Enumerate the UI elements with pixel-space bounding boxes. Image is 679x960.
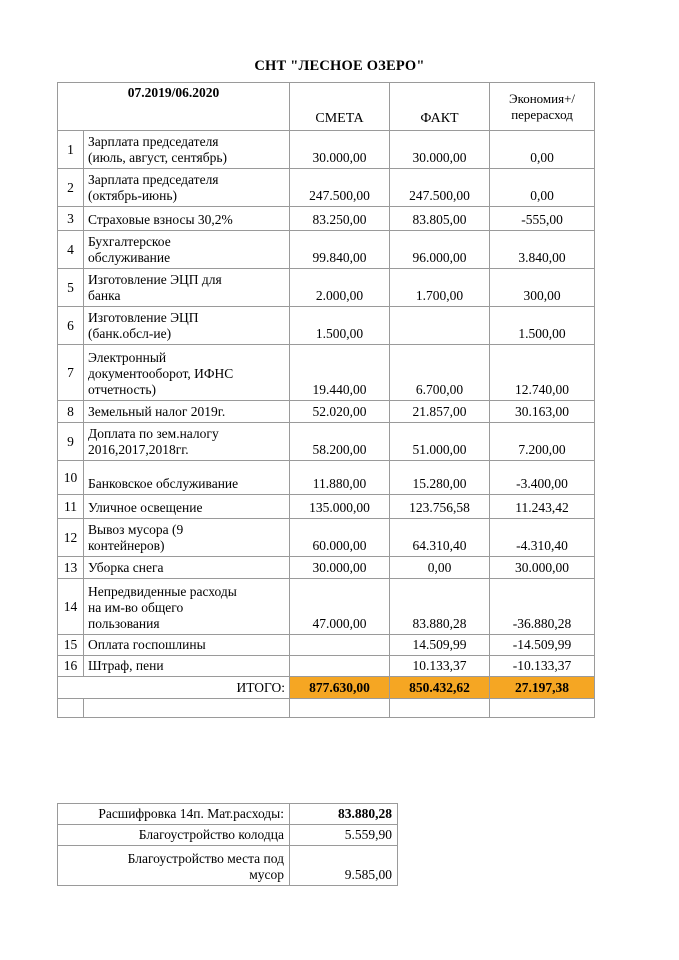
row-name	[84, 207, 290, 231]
row-name-line1: Непредвиденные расходы	[88, 584, 237, 600]
row-estimate	[290, 655, 390, 676]
row-name-line1: Бухгалтерское	[88, 234, 171, 250]
column-header-savings-line1: Экономия+/	[508, 91, 576, 107]
total-label: ИТОГО:	[58, 676, 290, 698]
row-name	[84, 635, 290, 656]
row-name	[84, 345, 290, 401]
row-name-line1: Уличное освещение	[88, 500, 203, 516]
table-row	[58, 307, 595, 345]
total-fact: 850.432,62	[390, 676, 490, 698]
breakdown-title-value: 83.880,28	[290, 804, 398, 825]
row-savings: 7.200,00	[490, 423, 595, 461]
row-estimate: 2.000,00	[290, 269, 390, 307]
row-name	[84, 269, 290, 307]
row-name-line2: документооборот, ИФНС	[88, 366, 234, 382]
row-savings: 0,00	[490, 169, 595, 207]
row-estimate: 47.000,00	[290, 579, 390, 635]
row-estimate: 19.440,00	[290, 345, 390, 401]
row-number: 13	[58, 557, 84, 579]
table-row	[58, 461, 595, 495]
row-savings: 0,00	[490, 131, 595, 169]
row-fact: 14.509,99	[390, 635, 490, 656]
row-fact: 51.000,00	[390, 423, 490, 461]
row-estimate: 60.000,00	[290, 519, 390, 557]
row-name-line2: 2016,2017,2018гг.	[88, 442, 189, 458]
table-total-row	[58, 676, 595, 698]
row-name	[84, 169, 290, 207]
row-savings: -36.880,28	[490, 579, 595, 635]
row-fact: 1.700,00	[390, 269, 490, 307]
breakdown-title: Расшифровка 14п. Мат.расходы:	[58, 804, 290, 825]
row-number: 16	[58, 655, 84, 676]
row-estimate: 58.200,00	[290, 423, 390, 461]
row-name-line2: на им-во общего	[88, 600, 184, 616]
breakdown-item-label	[58, 846, 290, 886]
row-savings: 12.740,00	[490, 345, 595, 401]
row-estimate: 11.880,00	[290, 461, 390, 495]
table-header-row	[58, 83, 595, 131]
row-name-line1: Страховые взносы 30,2%	[88, 212, 233, 228]
blank-cell	[490, 698, 595, 717]
total-savings: 27.197,38	[490, 676, 595, 698]
row-name	[84, 423, 290, 461]
row-name	[84, 579, 290, 635]
column-header-savings	[490, 83, 595, 131]
row-estimate: 30.000,00	[290, 557, 390, 579]
row-number: 6	[58, 307, 84, 345]
row-fact	[390, 307, 490, 345]
breakdown-table	[57, 803, 398, 886]
row-estimate: 83.250,00	[290, 207, 390, 231]
blank-cell	[58, 698, 84, 717]
row-number: 7	[58, 345, 84, 401]
row-estimate: 1.500,00	[290, 307, 390, 345]
row-name-line1: Вывоз мусора (9	[88, 522, 184, 538]
row-name	[84, 557, 290, 579]
budget-table	[57, 82, 595, 718]
row-number: 4	[58, 231, 84, 269]
row-name-line2: (июль, август, сентябрь)	[88, 150, 227, 166]
table-row	[58, 579, 595, 635]
table-row	[58, 231, 595, 269]
breakdown-item-label: Благоустройство колодца	[58, 825, 290, 846]
breakdown-item-value: 5.559,90	[290, 825, 398, 846]
row-name	[84, 461, 290, 495]
row-savings: -555,00	[490, 207, 595, 231]
row-savings: -14.509,99	[490, 635, 595, 656]
table-row	[58, 169, 595, 207]
row-fact: 64.310,40	[390, 519, 490, 557]
row-savings: -4.310,40	[490, 519, 595, 557]
table-row	[58, 557, 595, 579]
row-estimate: 99.840,00	[290, 231, 390, 269]
row-savings: 300,00	[490, 269, 595, 307]
row-estimate: 247.500,00	[290, 169, 390, 207]
row-savings: -10.133,37	[490, 655, 595, 676]
row-fact: 96.000,00	[390, 231, 490, 269]
row-name-line1: Оплата госпошлины	[88, 637, 206, 652]
row-name-line1: Земельный налог 2019г.	[88, 404, 226, 420]
row-savings: 3.840,00	[490, 231, 595, 269]
breakdown-row	[58, 846, 398, 886]
table-row	[58, 401, 595, 423]
row-name-line1: Зарплата председателя	[88, 134, 219, 150]
row-name-line1: Изготовление ЭЦП	[88, 310, 199, 326]
total-estimate: 877.630,00	[290, 676, 390, 698]
table-row	[58, 519, 595, 557]
table-row	[58, 269, 595, 307]
row-savings: -3.400,00	[490, 461, 595, 495]
row-name-line2: банка	[88, 288, 121, 304]
column-header-estimate: СМЕТА	[290, 83, 390, 131]
row-fact: 30.000,00	[390, 131, 490, 169]
row-name	[84, 307, 290, 345]
column-header-savings-line2: перерасход	[511, 106, 573, 122]
row-name-line1: Изготовление ЭЦП для	[88, 272, 222, 288]
row-fact: 15.280,00	[390, 461, 490, 495]
breakdown-row	[58, 825, 398, 846]
breakdown-item-label-line1: Благоустройство места под	[127, 851, 284, 866]
row-fact: 83.880,28	[390, 579, 490, 635]
row-name-line1: Уборка снега	[88, 560, 164, 576]
row-estimate: 135.000,00	[290, 495, 390, 519]
row-name	[84, 401, 290, 423]
row-fact: 123.756,58	[390, 495, 490, 519]
row-number: 1	[58, 131, 84, 169]
row-fact: 21.857,00	[390, 401, 490, 423]
row-number: 11	[58, 495, 84, 519]
row-name-line2: обслуживание	[88, 250, 171, 266]
table-row	[58, 635, 595, 656]
row-name	[84, 131, 290, 169]
row-name-line1: Доплата по зем.налогу	[88, 426, 219, 442]
row-name-line1: Банковское обслуживание	[88, 476, 239, 492]
row-name-line1: Зарплата председателя	[88, 172, 219, 188]
row-fact: 6.700,00	[390, 345, 490, 401]
row-number: 5	[58, 269, 84, 307]
row-number: 12	[58, 519, 84, 557]
row-name-line3: отчетность)	[88, 382, 157, 398]
row-name-line3: пользования	[88, 616, 160, 632]
table-row	[58, 345, 595, 401]
row-number: 3	[58, 207, 84, 231]
row-name	[84, 655, 290, 676]
table-row	[58, 655, 595, 676]
row-name-line2: (октябрь-июнь)	[88, 188, 178, 204]
row-number: 15	[58, 635, 84, 656]
row-fact: 0,00	[390, 557, 490, 579]
row-name-line2: (банк.обсл-ие)	[88, 326, 172, 342]
row-name-line1: Электронный	[88, 350, 167, 366]
row-number: 10	[58, 461, 84, 495]
table-row	[58, 131, 595, 169]
table-row	[58, 207, 595, 231]
page-title: СНТ "ЛЕСНОЕ ОЗЕРО"	[254, 58, 425, 74]
table-row	[58, 423, 595, 461]
row-fact: 10.133,37	[390, 655, 490, 676]
row-number: 8	[58, 401, 84, 423]
blank-cell	[290, 698, 390, 717]
row-fact: 83.805,00	[390, 207, 490, 231]
blank-cell	[390, 698, 490, 717]
breakdown-item-label-line2: мусор	[249, 867, 284, 883]
breakdown-header-row	[58, 804, 398, 825]
row-number: 14	[58, 579, 84, 635]
row-savings: 11.243,42	[490, 495, 595, 519]
row-name-line2: контейнеров)	[88, 538, 165, 554]
breakdown-item-value: 9.585,00	[290, 846, 398, 886]
row-estimate: 52.020,00	[290, 401, 390, 423]
row-number: 9	[58, 423, 84, 461]
row-fact: 247.500,00	[390, 169, 490, 207]
row-savings: 30.000,00	[490, 557, 595, 579]
row-savings: 1.500,00	[490, 307, 595, 345]
row-name-line1: Штраф, пени	[88, 657, 164, 673]
table-row	[58, 495, 595, 519]
row-estimate	[290, 635, 390, 656]
period-label: 07.2019/06.2020	[58, 83, 290, 131]
blank-cell	[84, 698, 290, 717]
row-savings: 30.163,00	[490, 401, 595, 423]
row-number: 2	[58, 169, 84, 207]
row-name	[84, 231, 290, 269]
column-header-fact: ФАКТ	[390, 83, 490, 131]
row-name	[84, 519, 290, 557]
row-name	[84, 495, 290, 519]
row-estimate: 30.000,00	[290, 131, 390, 169]
table-blank-row	[58, 698, 595, 717]
